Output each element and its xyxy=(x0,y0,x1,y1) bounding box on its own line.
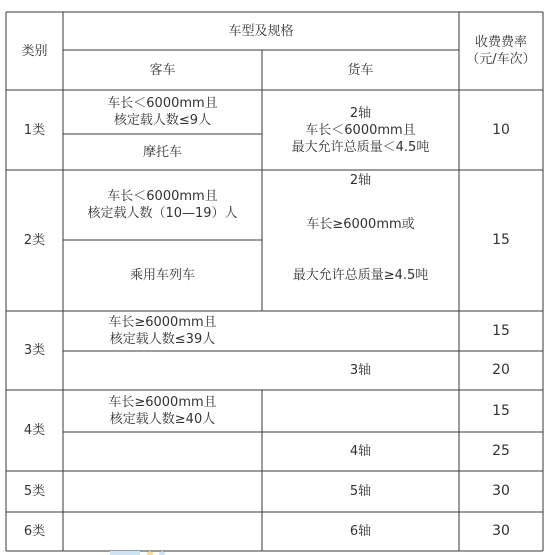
class-1-freight-line3: 最大允许总质量＜4.5吨 xyxy=(291,139,430,155)
class-1-passenger-b-text: 摩托车 xyxy=(142,144,182,160)
header-category xyxy=(6,12,63,90)
header-rate-line1: 收费费率 xyxy=(474,35,527,50)
header-spec-text: 车型及规格 xyxy=(228,23,294,39)
class-1-freight xyxy=(262,90,459,170)
class-4-freight-text: 4轴 xyxy=(349,444,372,459)
class-6-rate-text: 30 xyxy=(492,523,510,539)
class-6-label xyxy=(6,512,63,551)
class-3-freight xyxy=(262,351,459,390)
class-2-passenger-b xyxy=(63,240,262,311)
class-1-passenger-a-line1: 车长＜6000mm且 xyxy=(107,96,218,111)
class-5-label-text: 5类 xyxy=(23,484,46,499)
class-2-freight-line2 xyxy=(262,215,459,233)
class-2-rate-text: 15 xyxy=(492,232,510,248)
class-4-passenger-line2: 核定载人数≥40人 xyxy=(109,412,216,427)
class-2-freight-line1 xyxy=(262,171,459,189)
class-1-passenger-a-line2: 核定载人数≤9人 xyxy=(113,113,212,128)
class-3-rate-b-text: 20 xyxy=(492,362,510,378)
class-1-passenger-b xyxy=(63,134,262,170)
decorative-watermark-icon xyxy=(108,549,188,555)
class-3-freight-text: 3轴 xyxy=(349,363,372,378)
class-2-passenger-a xyxy=(63,170,262,240)
class-2-freight-line1-text: 2轴 xyxy=(349,172,372,188)
class-4-label xyxy=(6,390,63,471)
header-passenger xyxy=(63,50,262,90)
class-3-rate-b xyxy=(459,351,543,390)
class-6-freight-text: 6轴 xyxy=(349,524,372,539)
header-freight xyxy=(262,50,459,90)
class-5-freight xyxy=(262,471,459,512)
class-5-label xyxy=(6,471,63,512)
class-1-rate-text: 10 xyxy=(492,121,510,138)
class-3-passenger-line2: 核定载人数≤39人 xyxy=(109,332,216,347)
class-6-label-text: 6类 xyxy=(23,524,46,539)
header-category-text: 类别 xyxy=(21,43,48,59)
class-4-rate-b-text: 25 xyxy=(492,443,510,459)
header-freight-text: 货车 xyxy=(347,62,374,78)
class-4-rate-a-text: 15 xyxy=(492,402,510,419)
class-4-freight xyxy=(262,432,459,471)
class-2-passenger-a-line2: 核定载人数（10—19）人 xyxy=(87,206,238,221)
class-6-rate xyxy=(459,512,543,551)
class-3-passenger-line1: 车长≥6000mm且 xyxy=(108,315,217,330)
header-rate xyxy=(459,12,543,90)
class-2-rate xyxy=(459,170,543,311)
header-spec xyxy=(63,12,459,50)
class-2-passenger-a-line1: 车长＜6000mm且 xyxy=(107,189,218,204)
class-4-rate-b xyxy=(459,432,543,471)
class-4-passenger-line1: 车长≥6000mm且 xyxy=(108,395,217,410)
header-rate-line2: （元/车次） xyxy=(466,52,536,67)
class-3-label xyxy=(6,311,63,390)
class-1-passenger-a xyxy=(63,90,262,134)
class-2-freight-line2-text: 车长≥6000mm或 xyxy=(306,216,415,232)
class-4-rate-a xyxy=(459,390,543,432)
class-3-passenger xyxy=(63,311,262,351)
class-2-freight-line3-text: 最大允许总质量≥4.5吨 xyxy=(292,267,429,283)
header-passenger-text: 客车 xyxy=(149,62,176,78)
class-1-rate xyxy=(459,90,543,170)
class-3-rate-a xyxy=(459,311,543,351)
class-6-freight xyxy=(262,512,459,551)
class-4-passenger xyxy=(63,390,262,432)
class-1-label-text: 1类 xyxy=(23,122,46,138)
class-5-rate xyxy=(459,471,543,512)
class-3-label-text: 3类 xyxy=(23,343,46,358)
class-2-label xyxy=(6,170,63,311)
class-1-freight-line2: 车长＜6000mm且 xyxy=(305,122,416,138)
class-1-freight-line1: 2轴 xyxy=(349,105,372,121)
class-2-freight-line3 xyxy=(262,266,459,284)
class-3-rate-a-text: 15 xyxy=(492,322,510,339)
class-5-freight-text: 5轴 xyxy=(349,484,372,499)
class-5-rate-text: 30 xyxy=(492,483,510,499)
class-2-label-text: 2类 xyxy=(23,233,46,248)
class-4-label-text: 4类 xyxy=(23,423,46,438)
class-1-label xyxy=(6,90,63,170)
class-2-passenger-b-text: 乘用车列车 xyxy=(129,268,195,283)
